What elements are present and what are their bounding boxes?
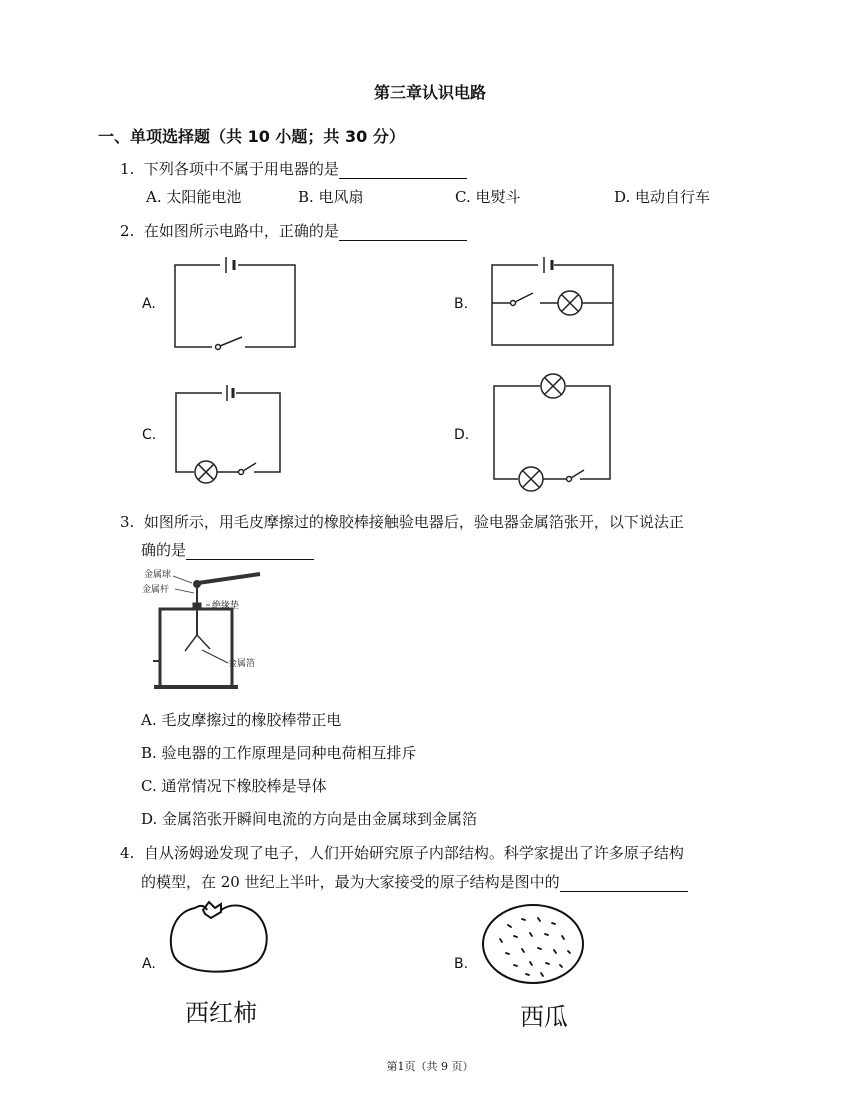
question-text: 的模型，在 20 世纪上半叶，最为大家接受的原子结构是图中的	[141, 873, 560, 891]
question-text: 在如图所示电路中，正确的是	[143, 222, 339, 240]
q3-option-d: D. 金属箔张开瞬间电流的方向是由金属球到金属箔	[141, 810, 478, 828]
question-text: 如图所示，用毛皮摩擦过的橡胶棒接触验电器后，验电器金属箔张开，以下说法正	[143, 513, 684, 531]
label-insulating-pad: 绝缘垫	[212, 601, 240, 611]
question-3	[120, 512, 684, 532]
q3-option-b: B. 验电器的工作原理是同种电荷相互排斥	[141, 744, 417, 762]
section-heading: 一、单项选择题（共 10 小题；共 30 分）	[98, 127, 405, 146]
question-text: 下列各项中不属于用电器的是	[143, 160, 339, 178]
answer-blank	[339, 224, 467, 241]
circuit-label-d: D.	[454, 427, 470, 443]
watermelon-model-figure	[478, 903, 588, 988]
answer-blank	[560, 875, 688, 892]
answer-blank	[186, 543, 314, 560]
question-number: 1.	[120, 160, 135, 178]
tomato-caption: 西红柿	[185, 999, 257, 1027]
question-text: 自从汤姆逊发现了电子，人们开始研究原子内部结构。科学家提出了许多原子结构	[143, 844, 684, 862]
q1-option-d: D. 电动自行车	[614, 188, 711, 206]
question-1	[120, 159, 467, 179]
circuit-diagram-b	[488, 255, 618, 350]
model-label-b: B.	[454, 956, 469, 972]
question-2	[120, 221, 467, 241]
circuit-diagram-a	[170, 255, 300, 355]
electroscope-figure	[140, 565, 270, 695]
model-label-a: A.	[142, 956, 156, 972]
q1-option-b: B. 电风扇	[298, 188, 364, 206]
circuit-label-b: B.	[454, 296, 469, 312]
q1-option-c: C. 电熨斗	[455, 188, 521, 206]
question-text: 确的是	[141, 541, 187, 559]
circuit-label-a: A.	[142, 296, 156, 312]
circuit-diagram-c	[170, 383, 290, 483]
question-4-line-2	[141, 872, 688, 892]
question-number: 3.	[120, 513, 135, 531]
question-3-line-2	[141, 540, 314, 560]
question-number: 4.	[120, 844, 135, 862]
label-metal-ball: 金属球	[144, 570, 172, 580]
q1-option-a: A. 太阳能电池	[146, 188, 242, 206]
page-title: 第三章认识电路	[373, 83, 486, 102]
q3-option-a: A. 毛皮摩擦过的橡胶棒带正电	[141, 711, 342, 729]
circuit-diagram-d	[488, 372, 618, 497]
circuit-label-c: C.	[142, 427, 157, 443]
label-metal-foil: 金属箔	[228, 659, 256, 669]
watermelon-caption: 西瓜	[520, 1003, 568, 1031]
question-4	[120, 843, 684, 863]
label-metal-rod: 金属杆	[142, 585, 170, 595]
page-footer: 第1页（共 9 页）	[386, 1060, 474, 1073]
tomato-model-figure	[165, 898, 275, 978]
question-number: 2.	[120, 222, 135, 240]
answer-blank	[339, 162, 467, 179]
q3-option-c: C. 通常情况下橡胶棒是导体	[141, 777, 327, 795]
